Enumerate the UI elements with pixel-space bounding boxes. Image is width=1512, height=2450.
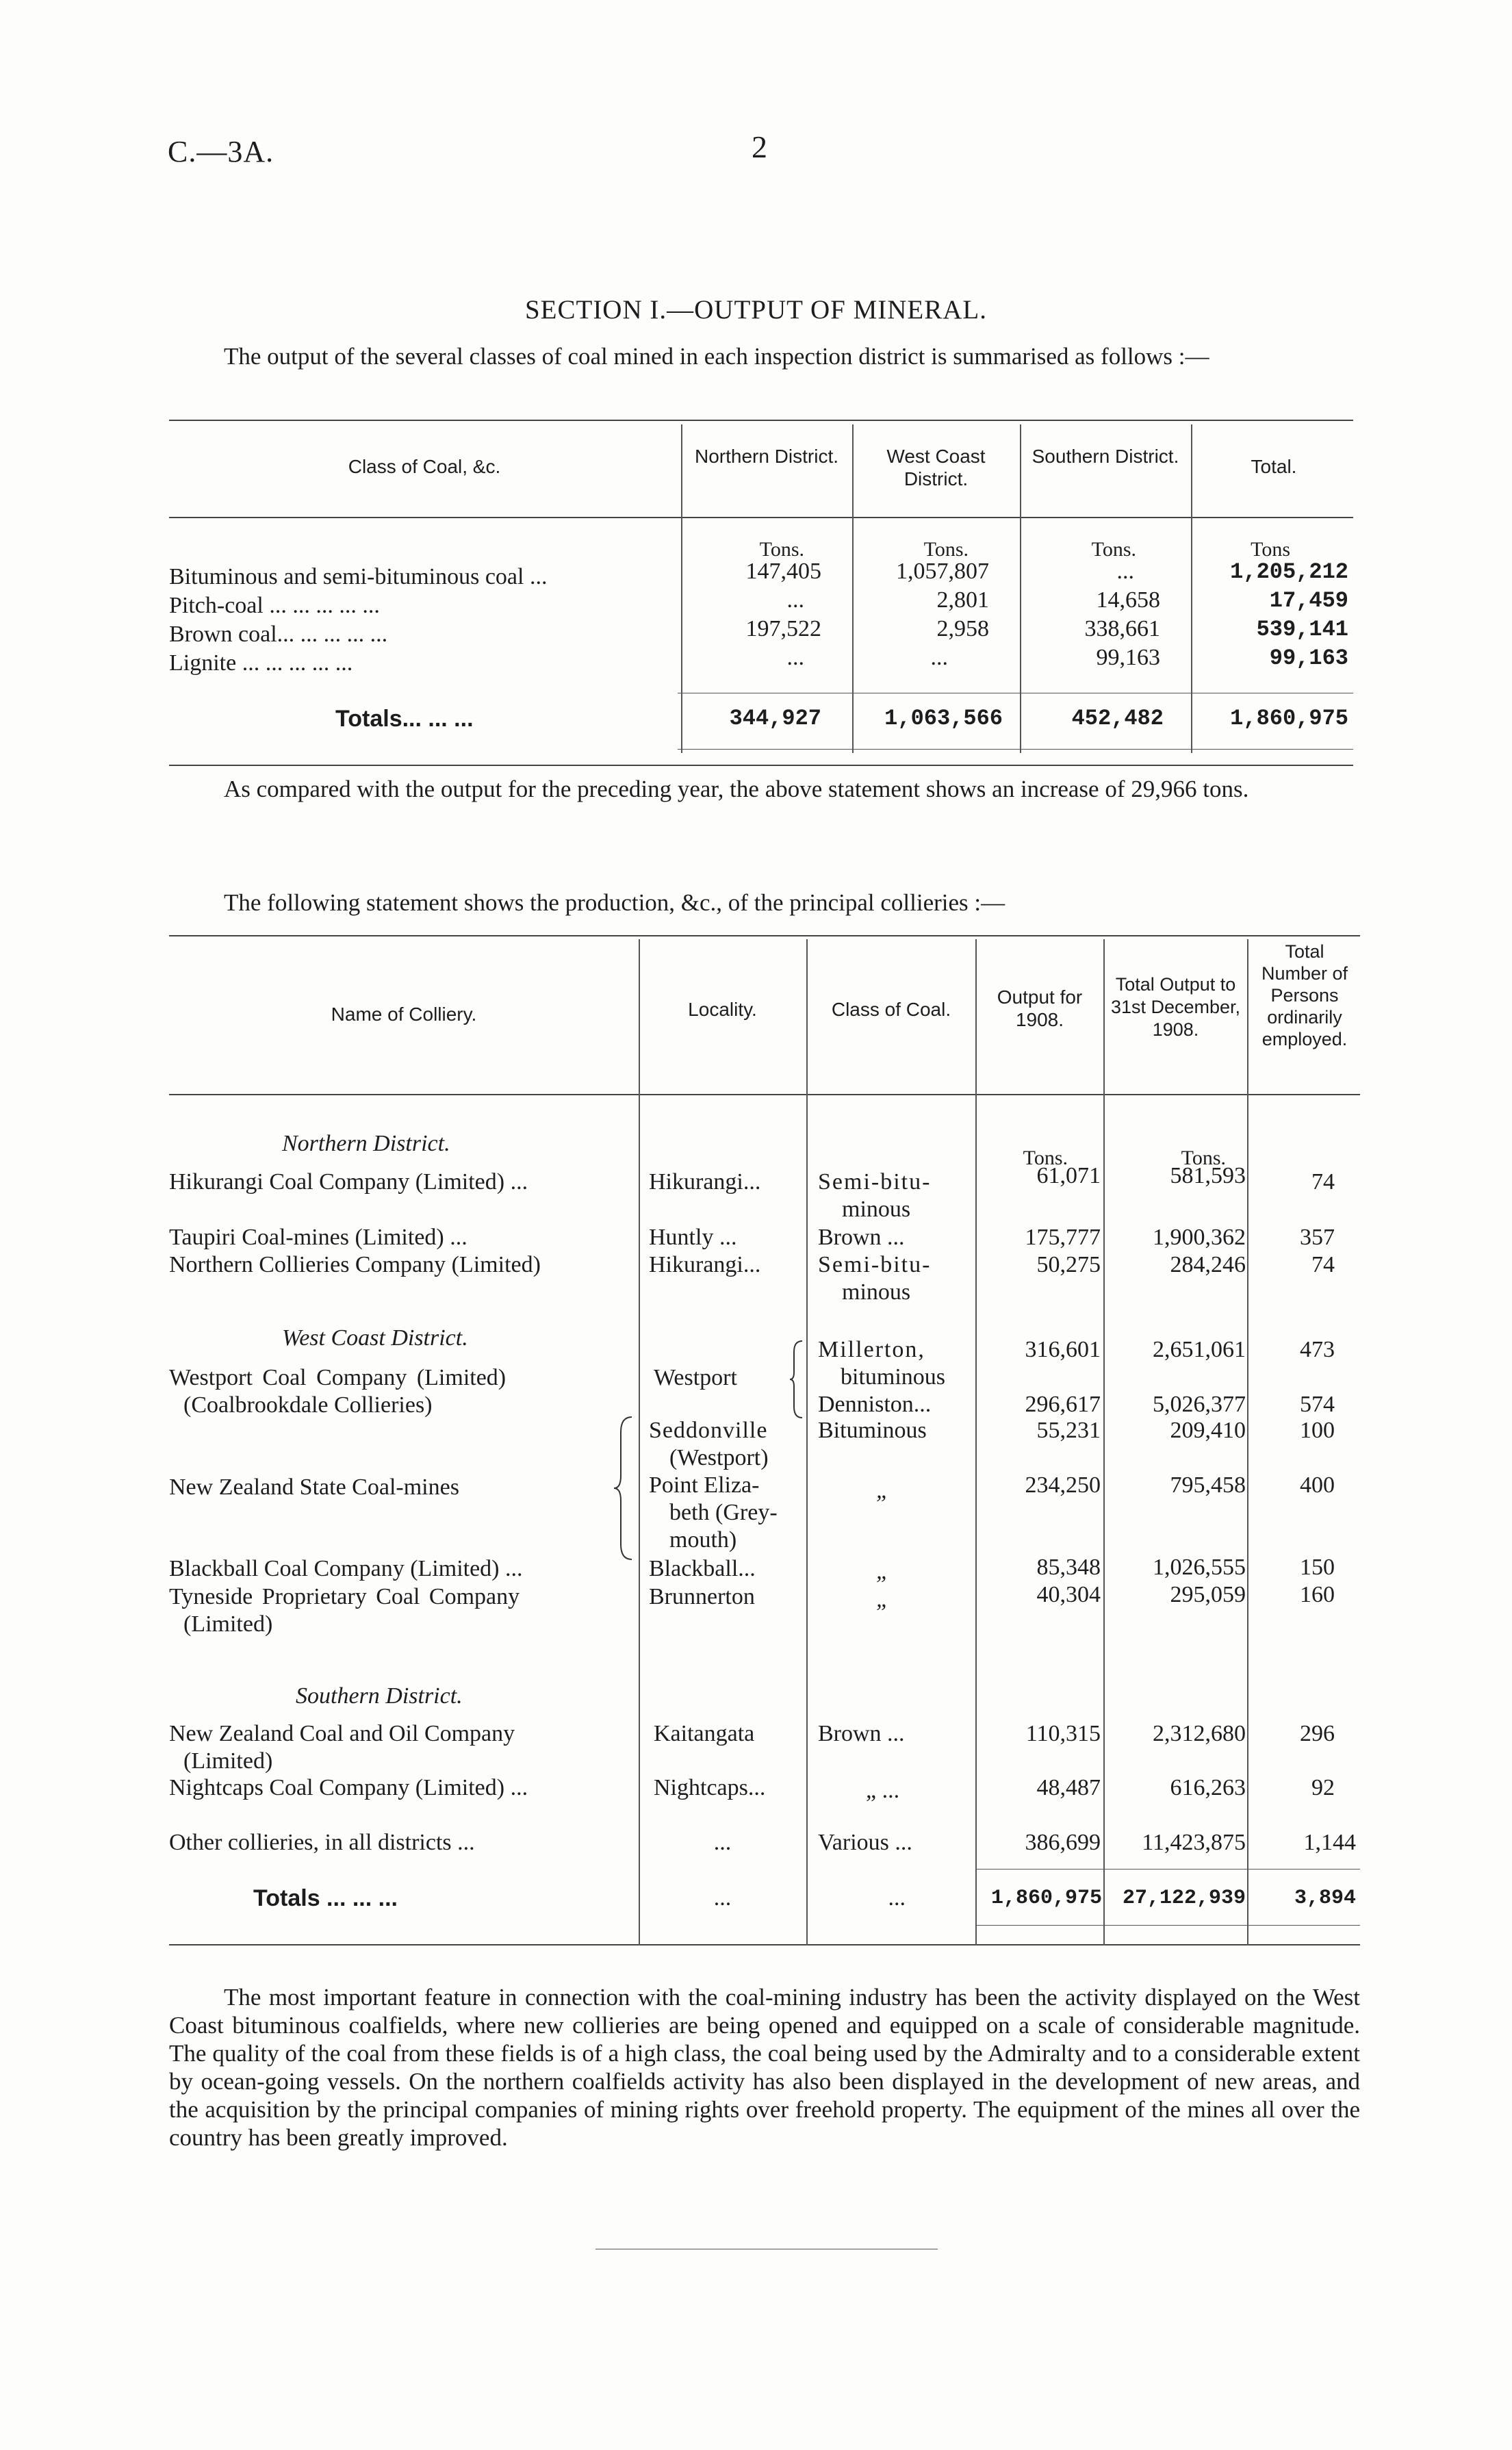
- coal-class: bituminous: [841, 1364, 946, 1390]
- colliery-name: Hikurangi Coal Company (Limited) ...: [169, 1169, 528, 1195]
- ditto-mark: „: [876, 1587, 889, 1612]
- locality: Nightcaps...: [654, 1775, 766, 1800]
- total-output: 5,026,377: [1153, 1392, 1246, 1417]
- row-label: Pitch-coal ... ... ... ... ...: [169, 593, 380, 618]
- total-output: 616,263: [1170, 1775, 1246, 1800]
- row-label: Bituminous and semi-bituminous coal ...: [169, 564, 548, 589]
- total-value: 99,163: [1269, 646, 1348, 671]
- output-total: 1,860,975: [990, 1887, 1102, 1910]
- row-label: Lignite ... ... ... ... ...: [169, 650, 353, 676]
- coal-class: ...: [888, 1885, 906, 1911]
- colliery-name: Taupiri Coal-mines (Limited) ...: [169, 1225, 467, 1250]
- page-number: 2: [752, 129, 767, 164]
- locality: beth (Grey-: [669, 1500, 778, 1525]
- collieries-intro: The following statement shows the production, &c., of the principal collieries :—: [224, 889, 1005, 916]
- coal-class: Millerton,: [818, 1337, 925, 1362]
- persons-employed: 296: [1300, 1721, 1335, 1746]
- brace-icon: [613, 1414, 635, 1562]
- colliery-name: (Limited): [183, 1748, 273, 1774]
- persons-employed: 574: [1300, 1392, 1335, 1417]
- locality: ...: [713, 1885, 732, 1911]
- col-header-class: Class of Coal, &c.: [348, 456, 501, 477]
- west-coast-total: 1,063,566: [884, 706, 1003, 731]
- total-value: 1,205,212: [1230, 559, 1348, 585]
- persons-employed: 92: [1311, 1775, 1335, 1800]
- persons-employed: 1,144: [1303, 1830, 1356, 1855]
- total-output: 11,423,875: [1142, 1830, 1246, 1855]
- output-1908: 85,348: [1036, 1555, 1101, 1580]
- coal-class: Bituminous: [818, 1418, 927, 1443]
- locality: Seddonville: [649, 1418, 768, 1443]
- ditto-mark: „: [876, 1478, 889, 1503]
- persons-employed: 160: [1300, 1582, 1335, 1607]
- unit-label: Tons.: [923, 538, 969, 561]
- col-header-west-coast: West Coast District.: [886, 446, 986, 489]
- locality: ...: [713, 1830, 732, 1855]
- total-output: 2,312,680: [1153, 1721, 1246, 1746]
- output-1908: 386,699: [1025, 1830, 1101, 1855]
- colliery-name: New Zealand State Coal-mines: [169, 1475, 459, 1500]
- unit-label: Tons.: [1181, 1147, 1226, 1169]
- grand-total: 1,860,975: [1230, 706, 1348, 731]
- persons-employed: 400: [1300, 1472, 1335, 1498]
- locality: (Westport): [669, 1445, 769, 1470]
- colliery-name: Blackball Coal Company (Limited) ...: [169, 1556, 523, 1581]
- coal-class: Brown ...: [818, 1225, 905, 1250]
- locality: Hikurangi...: [649, 1169, 761, 1195]
- col-header-output: Output for 1908.: [997, 986, 1083, 1030]
- locality: Huntly ...: [649, 1225, 737, 1250]
- west-coast-value: 1,057,807: [896, 559, 989, 584]
- locality: Hikurangi...: [649, 1252, 761, 1277]
- totals-label: Totals... ... ...: [335, 706, 474, 732]
- northern-total: 344,927: [729, 706, 821, 731]
- output-1908: 40,304: [1036, 1582, 1101, 1607]
- total-output: 1,026,555: [1153, 1555, 1246, 1580]
- coal-class: Semi-bitu-: [818, 1169, 932, 1195]
- total-value: 539,141: [1256, 617, 1348, 642]
- colliery-name: Tyneside Proprietary Coal Company: [169, 1584, 520, 1609]
- ditto-mark: „: [876, 1559, 889, 1584]
- west-coast-value: ...: [930, 645, 948, 670]
- total-output-total: 27,122,939: [1122, 1887, 1246, 1910]
- col-header-class: Class of Coal.: [831, 999, 951, 1020]
- output-1908: 175,777: [1025, 1225, 1101, 1250]
- closing-paragraph: The most important feature in connection with the coal-mining industry has been the activity displayed on the West Coast bituminous coalfields, where new collieries are being opened and equipped on a scale of considerable magnitude. The quality of the coal from these fields is of a high class, the coal being used by the Admiralty and to a considerable extent by ocean-going vessels. On the northern coalfields activity has also been displayed in the development of new areas, and the acquisition by the principal companies of mining rights over freehold property. The equipment of the mines all over the country has been greatly improved.: [169, 1984, 1360, 2151]
- output-1908: 110,315: [1025, 1721, 1101, 1746]
- persons-total: 3,894: [1294, 1887, 1356, 1910]
- total-output: 209,410: [1170, 1418, 1246, 1443]
- district-heading-west-coast: West Coast District.: [282, 1325, 468, 1351]
- unit-label: Tons: [1251, 538, 1290, 561]
- col-header-northern: Northern District.: [694, 446, 839, 467]
- persons-employed: 74: [1311, 1169, 1335, 1195]
- northern-value: 147,405: [745, 559, 821, 584]
- col-header-persons: Total Number of Persons ordinarily employed.: [1261, 941, 1348, 1049]
- col-header-total: Total.: [1251, 456, 1297, 477]
- total-output: 795,458: [1170, 1472, 1246, 1498]
- coal-class: minous: [842, 1279, 911, 1305]
- section-title: SECTION I.—OUTPUT OF MINERAL.: [524, 295, 988, 324]
- output-1908: 50,275: [1036, 1252, 1101, 1277]
- district-heading-southern: Southern District.: [296, 1683, 463, 1709]
- locality: Blackball...: [649, 1556, 756, 1581]
- locality: Westport: [654, 1365, 737, 1390]
- document-reference: C.—3A.: [168, 135, 274, 168]
- unit-label: Tons.: [1091, 538, 1136, 561]
- west-coast-value: 2,958: [936, 616, 989, 641]
- southern-value: ...: [1116, 559, 1134, 584]
- colliery-name: Westport Coal Company (Limited): [169, 1365, 507, 1390]
- coal-class: Various ...: [818, 1830, 912, 1855]
- southern-total: 452,482: [1071, 706, 1164, 731]
- output-1908: 296,617: [1025, 1392, 1101, 1417]
- total-output: 581,593: [1170, 1163, 1246, 1188]
- colliery-name: Northern Collieries Company (Limited): [169, 1252, 541, 1277]
- colliery-name: Other collieries, in all districts ...: [169, 1830, 475, 1855]
- coal-class: Brown ...: [818, 1721, 905, 1746]
- intro-paragraph: The output of the several classes of coal mined in each inspection district is summarised as follows :—: [224, 343, 1209, 370]
- northern-value: 197,522: [745, 616, 821, 641]
- persons-employed: 357: [1300, 1225, 1335, 1250]
- totals-label: Totals ... ... ...: [253, 1885, 398, 1911]
- persons-employed: 100: [1300, 1418, 1335, 1443]
- colliery-name: (Limited): [183, 1611, 273, 1637]
- coal-class: Denniston...: [818, 1392, 932, 1417]
- colliery-name: Nightcaps Coal Company (Limited) ...: [169, 1775, 528, 1800]
- southern-value: 14,658: [1096, 587, 1160, 613]
- persons-employed: 74: [1311, 1252, 1335, 1277]
- row-label: Brown coal... ... ... ... ...: [169, 622, 388, 647]
- colliery-name: New Zealand Coal and Oil Company: [169, 1721, 515, 1746]
- locality: Kaitangata: [654, 1721, 755, 1746]
- district-heading-northern: Northern District.: [282, 1131, 450, 1156]
- total-output: 1,900,362: [1153, 1225, 1246, 1250]
- col-header-name: Name of Colliery.: [331, 1004, 477, 1025]
- total-output: 295,059: [1170, 1582, 1246, 1607]
- coal-class: Semi-bitu-: [818, 1252, 932, 1277]
- west-coast-value: 2,801: [936, 587, 989, 613]
- locality: Point Eliza-: [649, 1472, 760, 1498]
- total-output: 2,651,061: [1153, 1337, 1246, 1362]
- locality: Brunnerton: [649, 1584, 755, 1609]
- comparison-paragraph: As compared with the output for the preceding year, the above statement shows an increase of 29,966 tons.: [224, 776, 1249, 802]
- col-header-southern: Southern District.: [1032, 446, 1179, 467]
- brace-icon: [789, 1338, 806, 1420]
- col-header-locality: Locality.: [688, 999, 757, 1020]
- coal-class: minous: [842, 1197, 911, 1222]
- output-1908: 48,487: [1036, 1775, 1101, 1800]
- southern-value: 99,163: [1096, 645, 1160, 670]
- persons-employed: 150: [1300, 1555, 1335, 1580]
- total-output: 284,246: [1170, 1252, 1246, 1277]
- northern-value: ...: [786, 645, 804, 670]
- total-value: 17,459: [1269, 588, 1348, 613]
- unit-label: Tons.: [759, 538, 804, 561]
- coal-class: „ ...: [866, 1778, 900, 1803]
- output-1908: 234,250: [1025, 1472, 1101, 1498]
- colliery-name: (Coalbrookdale Collieries): [183, 1392, 433, 1418]
- output-1908: 55,231: [1036, 1418, 1101, 1443]
- unit-label: Tons.: [1023, 1147, 1068, 1169]
- locality: mouth): [669, 1527, 737, 1553]
- output-1908: 316,601: [1025, 1337, 1101, 1362]
- col-header-total-output: Total Output to 31st December, 1908.: [1110, 974, 1241, 1040]
- persons-employed: 473: [1300, 1337, 1335, 1362]
- output-1908: 61,071: [1036, 1163, 1101, 1188]
- southern-value: 338,661: [1084, 616, 1160, 641]
- northern-value: ...: [786, 587, 804, 613]
